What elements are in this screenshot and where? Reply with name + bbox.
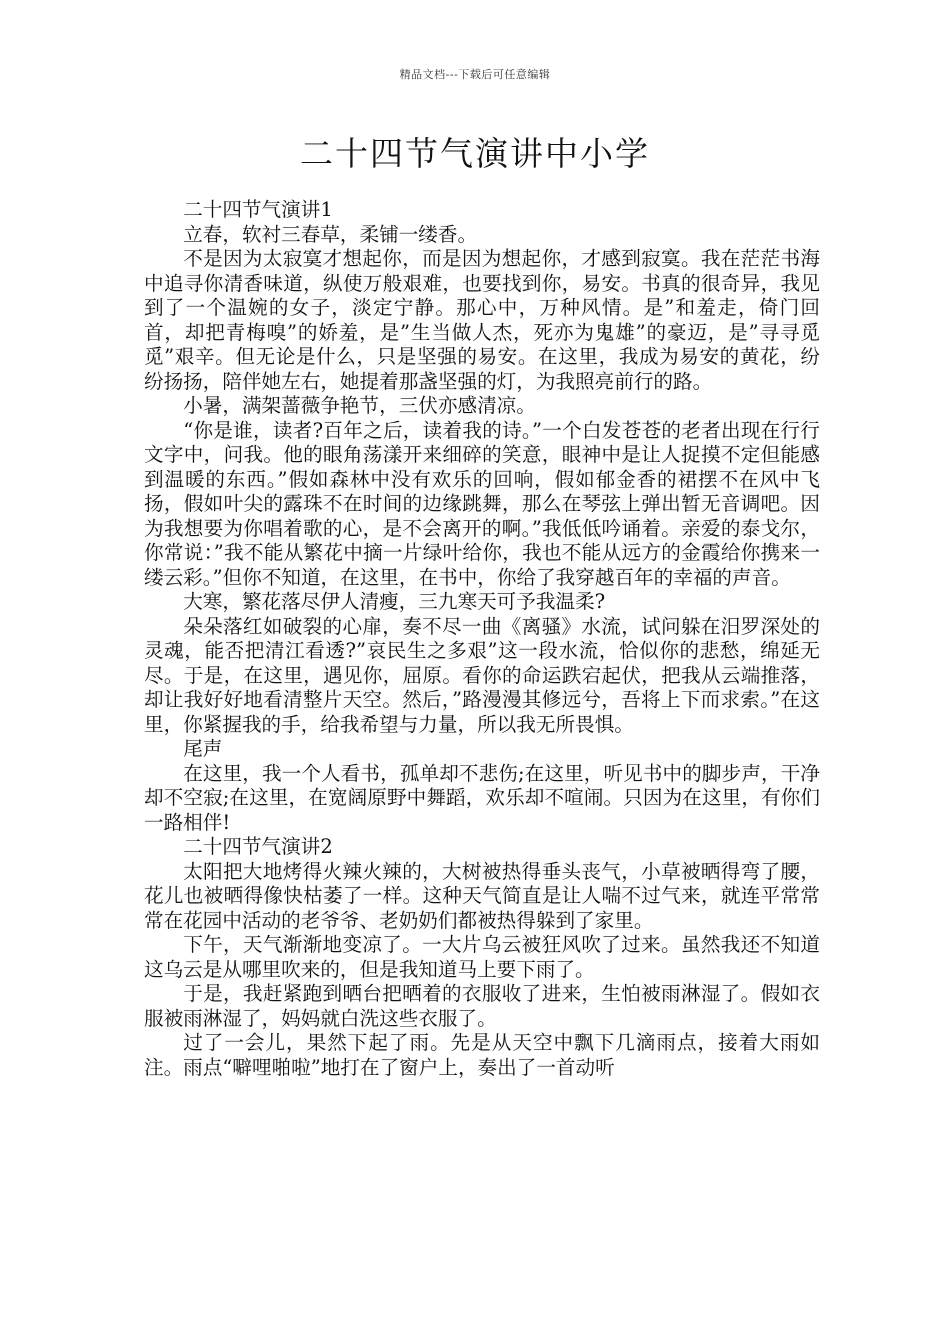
body-paragraph: 二十四节气演讲1	[183, 198, 333, 221]
body-paragraph: 立春，软衬三春草，柔铺一缕香。	[183, 222, 478, 246]
body-paragraph: “你是谁，读者?百年之后，读着我的诗。”一个白发苍苍的老者出现在行行文字中，问我。他的眼角荡漾开来细碎的笑意，眼神中是让人捉摸不定但能感到温暖的东西。”假如森林中没有欢乐的回响，假如郁金香的裙摆不在风中飞扬，假如叶尖的露珠不在时间的边缘跳舞，那么在琴弦上弹出暂无音调吧。因为我想要为你唱着歌的心，是不会离开的啊。”我低低吟诵着。亲爱的泰戈尔，你常说：”我不能从繁花中摘一片绿叶给你，我也不能从远方的金霞给你携来一缕云彩。”但你不知道，在这里，在书中，你给了我穿越百年的幸福的声音。	[144, 418, 820, 589]
body-paragraph: 在这里，我一个人看书，孤单却不悲伤;在这里，听见书中的脚步声，干净却不空寂;在这里，在宽阔原野中舞蹈，欢乐却不喧闹。只因为在这里，有你们一路相伴!	[144, 761, 820, 834]
body-paragraph: 过了一会儿，果然下起了雨。先是从天空中飘下几滴雨点，接着大雨如注。雨点“噼哩啪啦”地打在了窗户上，奏出了一首动听	[144, 1031, 820, 1079]
body-paragraph: 二十四节气演讲2	[183, 835, 333, 858]
body-paragraph: 不是因为太寂寞才想起你，而是因为想起你，才感到寂寞。我在茫茫书海中追寻你清香味道，纵使万般艰难，也要找到你，易安。书真的很奇异，我见到了一个温婉的女子，淡定宁静。那心中，万种风情。是”和羞走，倚门回首，却把青梅嗅”的娇羞，是”生当做人杰，死亦为鬼雄”的豪迈，是”寻寻觅觅”艰辛。但无论是什么，只是坚强的易安。在这里，我成为易安的黄花，纷纷扬扬，陪伴她左右，她提着那盏坚强的灯，为我照亮前行的路。	[144, 247, 820, 393]
body-paragraph: 朵朵落红如破裂的心扉，奏不尽一曲《离骚》水流，试问躲在汨罗深处的灵魂，能否把清江看透?”哀民生之多艰”这一段水流，恰似你的悲愁，绵延无尽。于是，在这里，遇见你，屈原。看你的命运跌宕起伏，把我从云端推落，却让我好好地看清整片天空。然后，”路漫漫其修远兮，吾将上下而求索。”在这里，你紧握我的手，给我希望与力量，所以我无所畏惧。	[144, 614, 820, 736]
body-paragraph: 于是，我赶紧跑到晒台把晒着的衣服收了进来，生怕被雨淋湿了。假如衣服被雨淋湿了，妈妈就白洗这些衣服了。	[144, 982, 820, 1030]
body-paragraph: 大寒，繁花落尽伊人清瘦，三九寒天可予我温柔?	[183, 590, 606, 613]
header-note: 精品文档---下载后可任意编辑	[399, 68, 551, 81]
body-paragraph: 尾声	[183, 737, 223, 760]
document-body	[144, 198, 820, 1080]
body-paragraph: 太阳把大地烤得火辣火辣的，大树被热得垂头丧气，小草被晒得弯了腰，花儿也被晒得像快枯萎了一样。这种天气简直是让人喘不过气来，就连平常常常在花园中活动的老爷爷、老奶奶们都被热得躲到了家里。	[144, 859, 820, 932]
body-paragraph: 小暑，满架蔷薇争艳节，三伏亦感清凉。	[183, 394, 536, 417]
body-paragraph: 下午，天气渐渐地变凉了。一大片乌云被狂风吹了过来。虽然我还不知道这乌云是从哪里吹来的，但是我知道马上要下雨了。	[144, 933, 820, 981]
document-title: 二十四节气演讲中小学	[300, 134, 650, 173]
